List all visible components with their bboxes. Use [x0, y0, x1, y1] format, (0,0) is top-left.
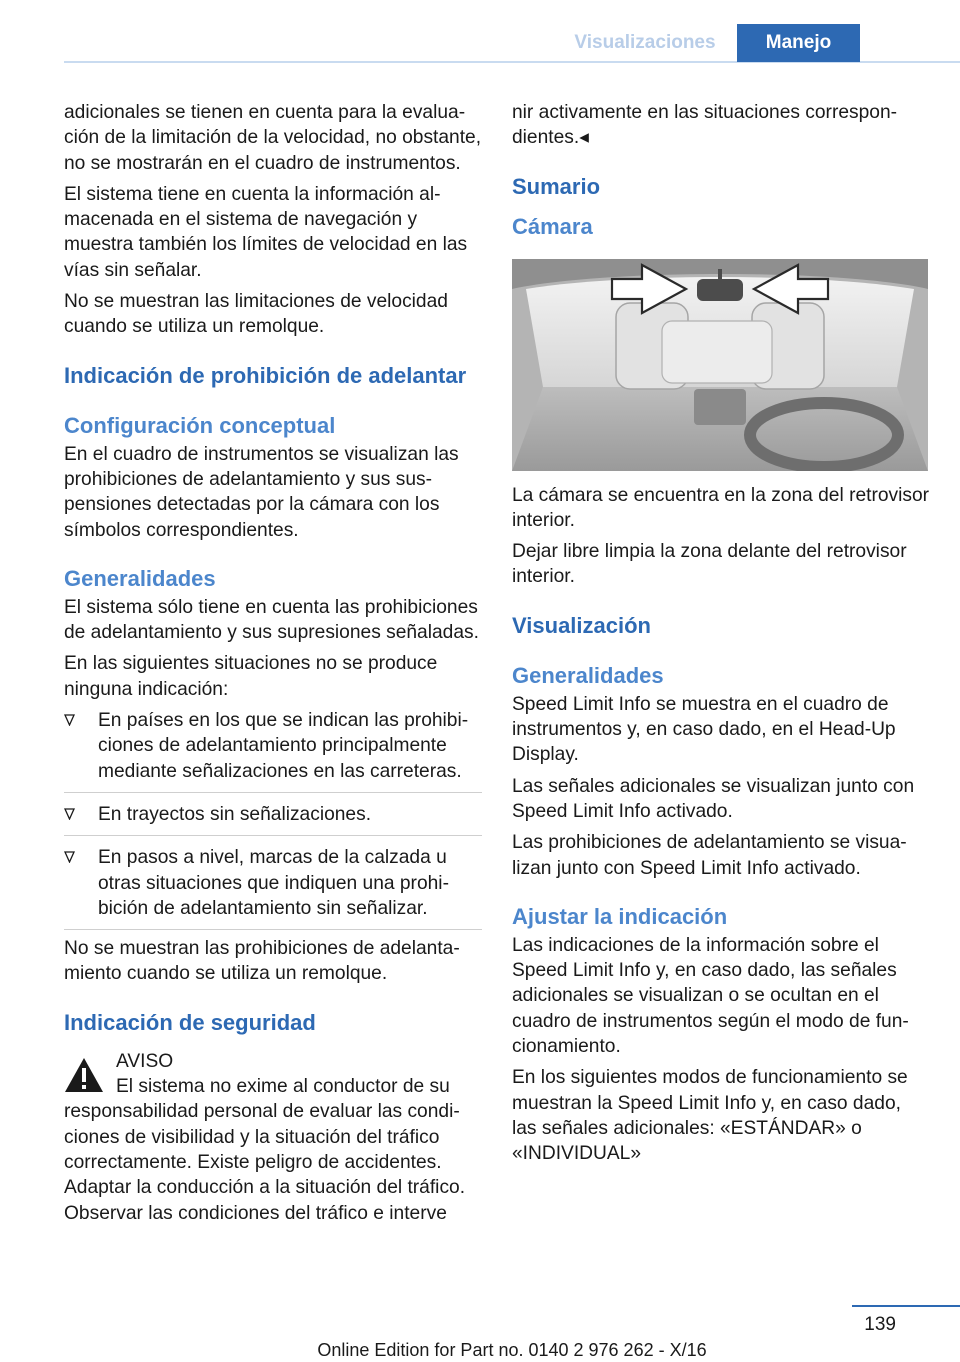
camera-illustration — [512, 259, 928, 471]
subheading-camera: Cámara — [512, 213, 593, 239]
page-number: 139 — [864, 1314, 896, 1335]
paragraph: Speed Limit Info se muestra en el cuadro de instrumentos y, en caso dado, en el Head-Up Display. — [512, 693, 896, 766]
subheading-concept: Configuración conceptual — [64, 412, 336, 438]
footer-rule — [852, 1305, 960, 1307]
triangle-bullet-icon — [64, 851, 75, 863]
bullet-list — [64, 708, 482, 930]
warning-text: responsabilidad personal de evaluar las condiciones de visibilidad y la situación del tráfico correctamente. Existe peligro de accidentes. Adaptar la conducción a la situación del tráfico. Observar las condiciones del tráfico e interve — [64, 1101, 466, 1224]
paragraph: La cámara se encuentra en la zona del retrovisor interior. — [512, 484, 930, 531]
right-column — [512, 100, 930, 1173]
section-heading-overtake: Indicación de prohibición de adelantar — [64, 362, 467, 388]
edition-footer: Online Edition for Part no. 0140 2 976 262 - X/16 — [317, 1340, 707, 1360]
subheading-general: Generalidades — [64, 565, 216, 591]
paragraph: En las siguientes situaciones no se produce ninguna indicación: — [64, 653, 438, 700]
paragraph: No se muestran las prohibiciones de adelantamiento cuando se utiliza un remolque. — [64, 938, 460, 985]
paragraph: El sistema sólo tiene en cuenta las prohibiciones de adelantamiento y sus supresiones señaladas. — [64, 596, 479, 644]
paragraph: Las señales adicionales se visualizan junto con Speed Limit Info activado. — [512, 775, 915, 822]
subheading-adjust: Ajustar la indicación — [512, 903, 728, 929]
section-heading-display: Visualización — [512, 612, 651, 638]
warning-label: AVISO — [116, 1050, 174, 1072]
paragraph: Las prohibiciones de adelantamiento se visualizan junto con Speed Limit Info activado. — [512, 832, 907, 879]
paragraph: En los siguientes modos de funcionamiento se muestran la Speed Limit Info y, en caso dado, las señales adicionales: «ESTÁNDAR» o «INDIVIDUAL» — [512, 1067, 908, 1165]
triangle-bullet-icon — [64, 808, 75, 820]
triangle-bullet-icon — [64, 714, 75, 726]
paragraph: No se muestran las limitaciones de velocidad cuando se utiliza un remolque. — [64, 291, 448, 338]
warning-lead: El sistema no exime al conductor de su — [116, 1076, 450, 1098]
list-item — [64, 845, 482, 930]
paragraph: adicionales se tienen en cuenta para la evaluación de la limitación de la velocidad, no obstante, no se mostrarán en el cuadro de instrumentos. — [64, 102, 482, 174]
list-item — [64, 708, 482, 793]
paragraph: Dejar libre limpia la zona delante del retrovisor interior. — [512, 541, 907, 588]
warning-triangle-icon — [64, 1057, 104, 1093]
paragraph: En el cuadro de instrumentos se visualizan las prohibiciones de adelantamiento y sus suspensiones detectadas por la cámara con los símbolos correspondientes. — [64, 443, 459, 541]
paragraph: nir activamente en las situaciones correspondientes.◂ — [512, 102, 898, 149]
paragraph: Las indicaciones de la información sobre el Speed Limit Info y, en caso dado, las señales adicionales se visualizan o se ocultan en el cuadro de instrumentos según el modo de funcionamiento. — [512, 934, 909, 1058]
header-chapter-tab[interactable]: Manejo — [737, 24, 860, 62]
paragraph: El sistema tiene en cuenta la información almacenada en el sistema de navegación y muestra también los límites de velocidad en las vías sin señalar. — [64, 183, 468, 281]
list-item-text: En pasos a nivel, marcas de la calzada u otras situaciones que indiquen una prohibición de adelantamiento sin señalizar. — [98, 847, 449, 919]
left-column — [64, 100, 482, 1226]
list-item — [64, 802, 482, 836]
list-item-text: En trayectos sin señalizaciones. — [98, 803, 372, 825]
header-section-tab[interactable]: Visualizaciones — [574, 32, 716, 53]
section-heading-summary: Sumario — [512, 173, 601, 199]
list-item-text: En países en los que se indican las prohibiciones de adelantamiento principalmente mediante señalizaciones en las carreteras. — [98, 710, 469, 782]
subheading-general-right: Generalidades — [512, 662, 664, 688]
section-heading-safety: Indicación de seguridad — [64, 1009, 316, 1035]
warning-block — [64, 1049, 482, 1226]
